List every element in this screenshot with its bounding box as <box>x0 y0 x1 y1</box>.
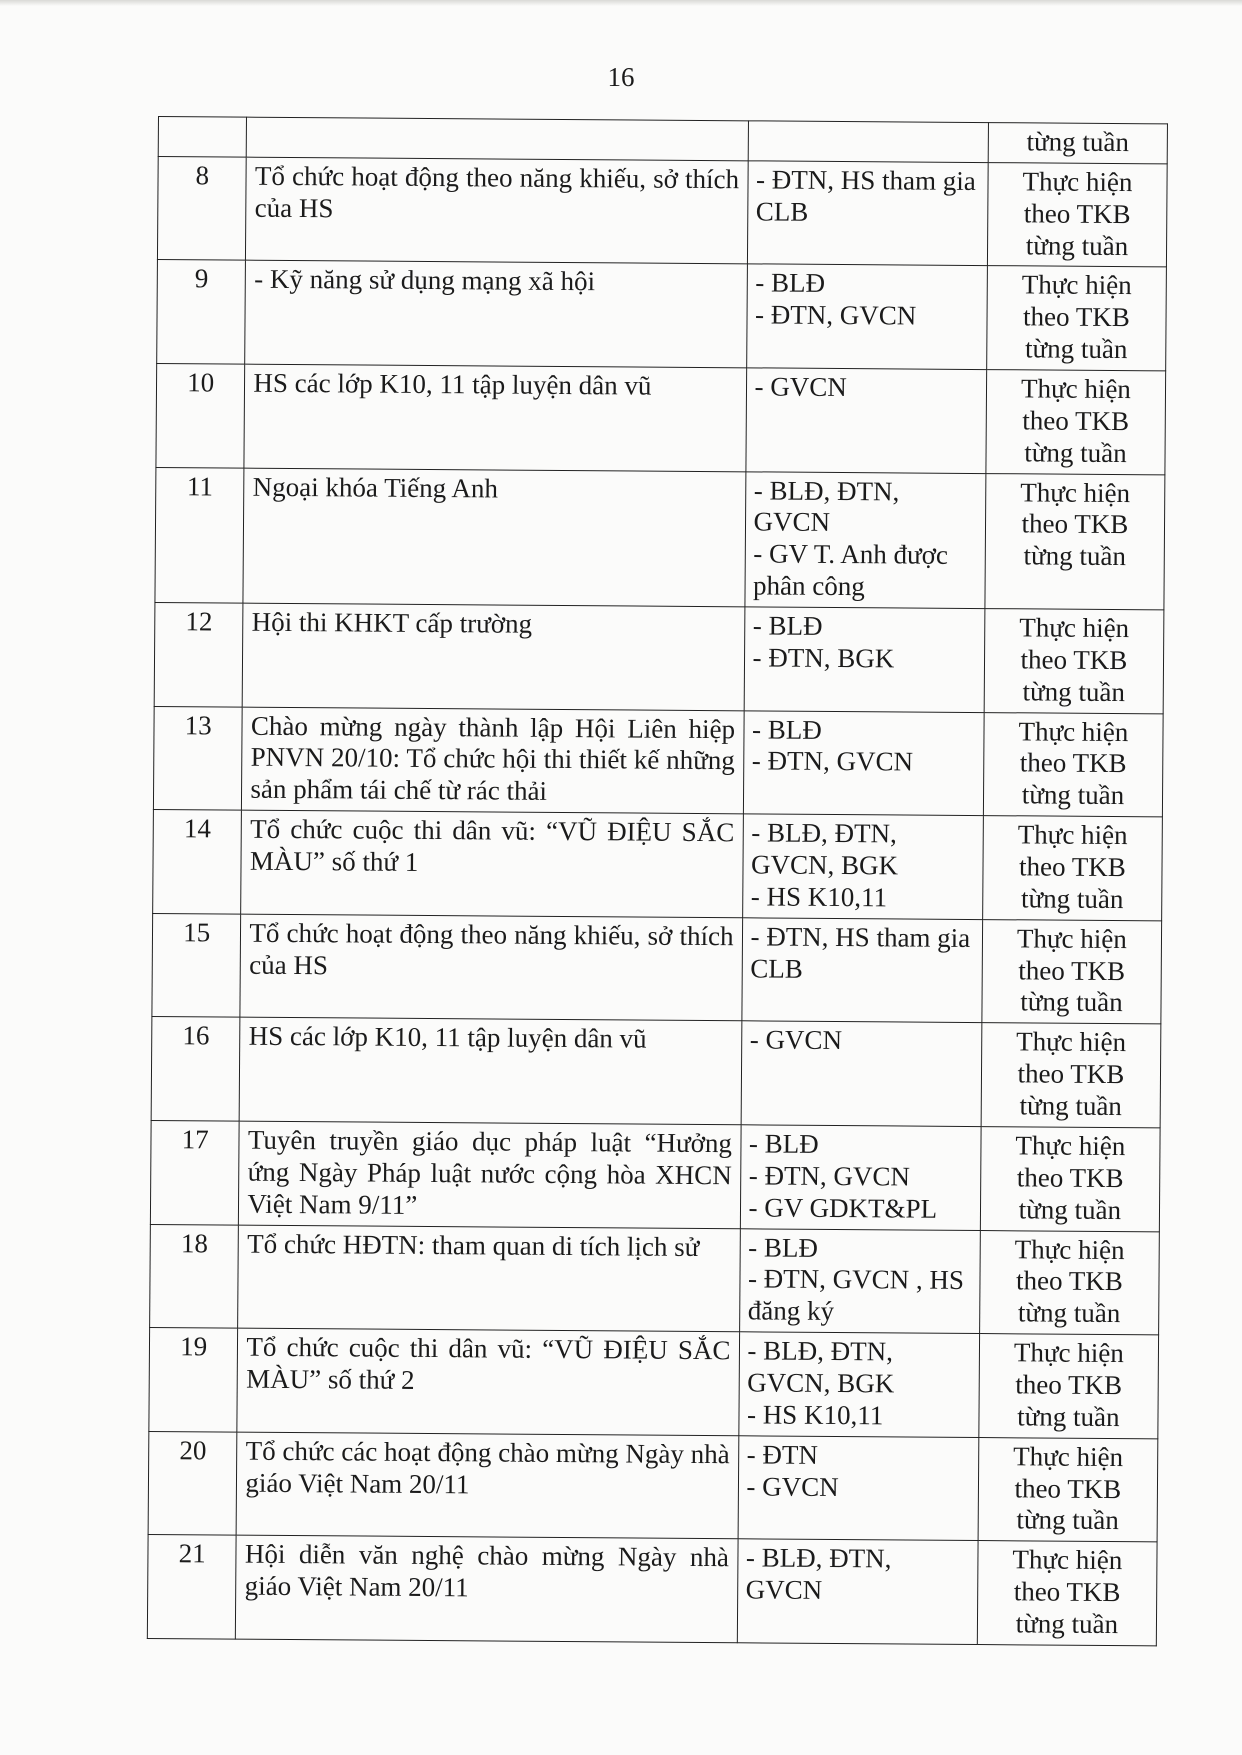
time-cell-line: theo TKB <box>1016 1162 1124 1193</box>
activity-cell <box>243 468 745 607</box>
row-number <box>147 1535 236 1639</box>
responsible-cell-line: - BLĐ <box>755 267 826 299</box>
activity-cell <box>237 1432 739 1539</box>
time-cell-line: Thực hiện <box>1017 819 1128 851</box>
row-number-line: 12 <box>185 606 213 637</box>
time-cell-line: theo TKB <box>1019 747 1127 779</box>
time-cell-line: từng tuần <box>1020 883 1124 915</box>
row-number <box>151 1017 240 1121</box>
time-cell-line: từng tuần <box>1021 779 1125 811</box>
table-row <box>150 1120 1160 1231</box>
activity-cell <box>243 603 745 710</box>
activity-cell-line: Tổ chức hoạt động theo năng khiếu, sở thích của HS <box>254 160 740 224</box>
responsible-cell-line: - GVCN <box>746 1470 839 1502</box>
table-row <box>153 706 1163 817</box>
activity-cell-line: Ngoại khóa Tiếng Anh <box>252 471 499 504</box>
row-number <box>152 913 241 1017</box>
activity-cell-line: HS các lớp K10, 11 tập luyện dân vũ <box>253 367 652 401</box>
responsible-cell-line: - HS K10,11 <box>750 881 888 913</box>
time-cell-line: từng tuần <box>1017 1297 1121 1329</box>
time-cell-line: Thực hiện <box>1018 715 1129 747</box>
row-number <box>148 1431 237 1535</box>
responsible-cell-line: - BLĐ, ĐTN, GVCN, BGK <box>747 1335 895 1399</box>
row-number-line: 10 <box>187 367 215 398</box>
time-cell-line: theo TKB <box>1023 198 1131 229</box>
activity-cell <box>247 117 748 161</box>
time-cell-line: từng tuần <box>1019 1090 1122 1122</box>
responsible-cell <box>746 264 987 369</box>
time-cell-line: từng tuần <box>1016 1504 1119 1536</box>
time-cell <box>981 1023 1161 1128</box>
row-number <box>150 1120 239 1224</box>
time-cell <box>985 473 1165 610</box>
activity-cell-line: Tổ chức cuộc thi dân vũ: “VŨ ĐIỆU SẮC MÀU” số thứ 1 <box>249 813 735 877</box>
time-cell-line: Thực hiện <box>1013 1337 1124 1369</box>
time-cell-line: Thực hiện <box>1013 1440 1124 1472</box>
page-number: 16 <box>607 62 635 92</box>
responsible-cell <box>737 1539 978 1644</box>
row-number-line: 15 <box>183 916 211 948</box>
row-number-line <box>167 120 238 121</box>
time-cell-line: theo TKB <box>1017 1058 1125 1090</box>
row-number <box>157 260 246 364</box>
time-cell-line: từng tuần <box>1026 126 1130 158</box>
responsible-cell <box>738 1435 979 1540</box>
activity-cell-line: Hội diễn văn nghệ chào mừng Ngày nhà giáo Việt Nam 20/11 <box>244 1538 730 1603</box>
responsible-cell-line: - ĐTN, GVCN <box>748 1160 911 1192</box>
time-cell-line: Thực hiện <box>1016 1026 1127 1058</box>
activity-cell <box>238 1225 740 1332</box>
table-row <box>147 1535 1157 1646</box>
table-row <box>150 1224 1160 1335</box>
time-cell <box>984 609 1164 714</box>
table-row <box>153 810 1163 921</box>
activity-cell-line <box>255 121 739 125</box>
responsible-cell <box>741 1021 982 1126</box>
activity-plan-table <box>147 116 1168 1646</box>
table-row <box>157 260 1167 371</box>
row-number <box>153 706 242 810</box>
row-number-line: 14 <box>183 813 212 844</box>
row-number <box>156 364 245 468</box>
row-number-line: 16 <box>182 1020 210 1051</box>
responsible-cell-line: - ĐTN, HS tham gia CLB <box>750 921 971 984</box>
time-cell-line: theo TKB <box>1020 644 1128 676</box>
table-row <box>154 603 1164 714</box>
activity-cell-line: Hội thi KHKT cấp trường <box>251 606 533 639</box>
time-cell-line: từng tuần <box>1022 676 1126 707</box>
time-cell-line: Thực hiện <box>1020 476 1131 508</box>
responsible-cell-line: - BLĐ, ĐTN, GVCN <box>753 474 900 538</box>
responsible-cell <box>740 1125 981 1230</box>
time-cell-line: Thực hiện <box>1020 373 1131 405</box>
responsible-cell-line: - ĐTN, HS tham gia CLB <box>755 164 976 227</box>
activity-cell <box>239 1121 741 1228</box>
responsible-cell-line: - GVCN <box>749 1024 843 1056</box>
activity-cell <box>240 1017 742 1124</box>
row-number-line: 17 <box>181 1124 209 1155</box>
table-row <box>152 913 1162 1024</box>
responsible-cell-line: - GVCN <box>754 371 847 403</box>
responsible-cell-line: - BLĐ <box>751 713 822 745</box>
row-number <box>153 810 242 914</box>
table-row <box>156 364 1166 475</box>
responsible-cell <box>742 814 983 919</box>
table-body <box>147 117 1167 1646</box>
activity-cell <box>246 157 748 264</box>
activity-cell-line: Tuyên truyền giáo dục pháp luật “Hưởng ứng Ngày Pháp luật nước cộng hòa XHCN Việt Nam 9/11” <box>247 1124 733 1220</box>
table-row <box>148 1431 1158 1542</box>
row-number-line: 8 <box>195 160 210 191</box>
responsible-cell-line: - GV GDKT&PL <box>748 1191 938 1224</box>
time-cell-line: theo TKB <box>1022 301 1130 333</box>
activity-cell-line: Tổ chức cuộc thi dân vũ: “VŨ ĐIỆU SẮC MÀU” số thứ 2 <box>246 1331 731 1395</box>
row-number <box>149 1328 238 1432</box>
time-cell <box>988 123 1167 164</box>
time-cell-line: theo TKB <box>1021 508 1129 540</box>
row-number-line: 18 <box>180 1227 209 1258</box>
time-cell-line: từng tuần <box>1024 333 1128 365</box>
table-row <box>155 467 1165 610</box>
time-cell <box>980 1126 1160 1231</box>
activity-cell <box>237 1328 739 1435</box>
activity-cell-line: Tổ chức các hoạt động chào mừng Ngày nhà giáo Việt Nam 20/11 <box>245 1435 730 1499</box>
responsible-cell-line: - ĐTN <box>746 1439 819 1470</box>
time-cell-line: từng tuần <box>1023 540 1127 572</box>
responsible-cell <box>748 121 989 163</box>
row-number-line: 9 <box>194 263 209 294</box>
activity-cell-line: Tổ chức hoạt động theo năng khiếu, sở thích của HS <box>249 917 734 980</box>
time-cell-line: từng tuần <box>1025 229 1129 261</box>
time-cell-line: theo TKB <box>1013 1576 1121 1608</box>
responsible-cell <box>738 1332 979 1437</box>
responsible-cell-line: - HS K10,11 <box>746 1399 884 1431</box>
time-cell <box>979 1230 1159 1335</box>
activity-cell <box>244 364 746 471</box>
time-cell-line: Thực hiện <box>1019 612 1130 644</box>
time-cell <box>982 816 1162 921</box>
time-cell-line: Thực hiện <box>1015 1130 1126 1162</box>
responsible-cell-line: - ĐTN, GVCN <box>751 745 914 778</box>
activity-cell <box>240 914 742 1021</box>
table-row <box>157 156 1167 267</box>
activity-cell <box>245 261 747 368</box>
table-row <box>149 1328 1159 1439</box>
time-cell <box>983 712 1163 817</box>
row-number-line: 11 <box>186 470 214 502</box>
time-cell-line: Thực hiện <box>1022 166 1133 198</box>
responsible-cell <box>744 471 985 608</box>
row-number-line: 21 <box>178 1538 206 1569</box>
row-number <box>157 156 246 260</box>
activity-cell <box>242 707 744 814</box>
time-cell-line: từng tuần <box>1018 1193 1122 1225</box>
time-cell-line: theo TKB <box>1014 1472 1122 1504</box>
responsible-cell <box>747 161 988 266</box>
row-number <box>158 117 247 158</box>
responsible-cell <box>744 607 985 712</box>
time-cell-line: theo TKB <box>1018 954 1126 986</box>
time-cell-line: Thực hiện <box>1014 1233 1125 1265</box>
time-cell <box>977 1541 1157 1646</box>
time-cell <box>986 370 1166 475</box>
row-number-line: 20 <box>179 1434 207 1466</box>
time-cell-line: theo TKB <box>1018 851 1126 883</box>
time-cell-line: từng tuần <box>1017 1401 1120 1432</box>
responsible-cell-line: - BLĐ, ĐTN, GVCN <box>745 1542 892 1606</box>
row-number <box>155 467 244 603</box>
table-row <box>151 1017 1161 1128</box>
activity-cell-line: Tổ chức HĐTN: tham quan di tích lịch sử <box>247 1228 700 1262</box>
activity-cell-line: HS các lớp K10, 11 tập luyện dân vũ <box>248 1021 647 1054</box>
time-cell-line: từng tuần <box>1020 986 1123 1018</box>
row-number <box>154 603 243 707</box>
responsible-cell <box>739 1228 980 1333</box>
activity-cell <box>241 810 743 917</box>
responsible-cell-line: - BLĐ <box>748 1231 819 1263</box>
row-number-line: 13 <box>184 709 212 741</box>
time-cell <box>987 162 1167 267</box>
time-cell-line: Thực hiện <box>1021 269 1132 301</box>
activity-cell <box>236 1535 738 1642</box>
responsible-cell-line: - ĐTN, BGK <box>752 642 895 674</box>
time-cell-line: theo TKB <box>1015 1265 1123 1297</box>
responsible-cell <box>745 368 986 473</box>
responsible-cell-line <box>756 124 979 126</box>
scan-edge <box>0 0 1242 6</box>
activity-cell-line: - Kỹ năng sử dụng mạng xã hội <box>254 264 596 297</box>
responsible-cell-line: - ĐTN, GVCN , HS đăng ký <box>747 1263 965 1327</box>
responsible-cell-line: - BLĐ <box>748 1128 819 1159</box>
time-cell-line: theo TKB <box>1022 405 1130 437</box>
row-number <box>150 1224 239 1328</box>
time-cell <box>982 919 1162 1024</box>
time-cell <box>987 266 1167 371</box>
time-cell-line: Thực hiện <box>1016 923 1127 954</box>
responsible-cell-line: - GV T. Anh được phân công <box>752 538 949 602</box>
time-cell-line: Thực hiện <box>1012 1544 1123 1576</box>
responsible-cell-line: - ĐTN, GVCN <box>754 299 917 331</box>
row-number-line: 19 <box>180 1331 208 1362</box>
activity-cell-line: Chào mừng ngày thành lập Hội Liên hiệp PNVN 20/10: Tổ chức hội thi thiết kế những sản phẩm tái chế từ rác thải <box>250 710 736 807</box>
time-cell <box>979 1334 1159 1439</box>
responsible-cell <box>743 710 984 815</box>
responsible-cell <box>741 918 982 1023</box>
responsible-cell-line: - BLĐ, ĐTN, GVCN, BGK <box>750 817 899 881</box>
time-cell-line: từng tuần <box>1015 1608 1119 1640</box>
responsible-cell-line: - BLĐ <box>752 610 823 641</box>
time-cell-line: từng tuần <box>1024 437 1127 468</box>
time-cell <box>978 1437 1158 1542</box>
time-cell-line: theo TKB <box>1015 1369 1123 1401</box>
